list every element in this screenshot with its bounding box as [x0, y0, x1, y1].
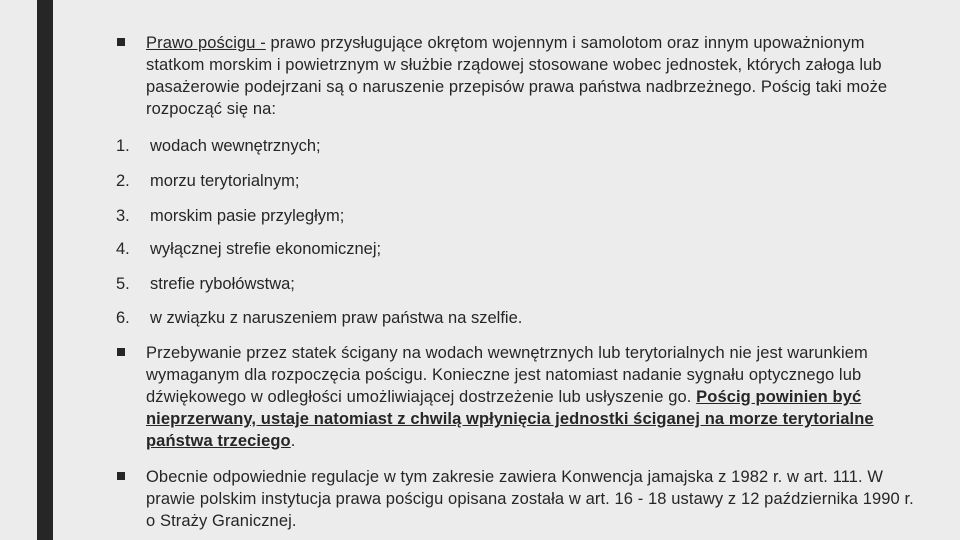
conditions-text: Przebywanie przez statek ścigany na wodach wewnętrznych lub terytorialnych nie jest warunkiem wymaganym dla rozpoczęcia pościgu. Konieczne jest natomiast nadanie sygnału optycznego lub dźwiękowego w odległości umożliwiającej dostrzeżenie lub usłyszenie go.	[146, 344, 868, 406]
list-text: morzu terytorialnym;	[150, 172, 300, 190]
list-number: 1.	[116, 137, 130, 155]
conditions-emphasis: Pościg powinien być nieprzerwany, ustaje natomiast z chwilą wpłynięcia jednostki ściganej na morze terytorialne państwa trzeciego	[146, 388, 874, 450]
list-item	[116, 238, 381, 260]
list-item	[116, 135, 321, 157]
conditions-paragraph	[146, 342, 927, 452]
list-number: 3.	[116, 207, 130, 225]
bullet-definition	[117, 32, 927, 120]
regulations-paragraph: Obecnie odpowiednie regulacje w tym zakresie zawiera Konwencja jamajska z 1982 r. w art. 111. W prawie polskim instytucja prawa pościgu opisana została w art. 16 - 18 ustawy z 12 października 1990 r. o Straży Granicznej.	[146, 468, 914, 530]
list-number: 2.	[116, 172, 130, 190]
list-item	[116, 307, 522, 329]
definition-text: prawo przysługujące okrętom wojennym i samolotom oraz innym upoważnionym statkom morskim i powietrznym w służbie rządowej stosowane wobec jednostek, których załoga lub pasażerowie podejrzani są o naruszenie przepisów prawa państwa nadbrzeżnego. Pościg taki może rozpocząć się na:	[146, 34, 888, 118]
conditions-tail: .	[290, 432, 296, 450]
list-number: 6.	[116, 309, 130, 327]
list-text: strefie rybołówstwa;	[150, 275, 295, 293]
list-text: wyłącznej strefie ekonomicznej;	[150, 240, 382, 258]
bullet-regulations	[117, 466, 927, 532]
list-number: 5.	[116, 275, 130, 293]
definition-paragraph	[146, 32, 927, 120]
definition-term: Prawo pościgu -	[146, 34, 266, 52]
list-text: w związku z naruszeniem praw państwa na szelfie.	[150, 309, 523, 327]
list-item	[116, 170, 299, 192]
list-item	[116, 273, 295, 295]
square-bullet-icon	[117, 472, 125, 480]
bullet-pursuit-conditions	[117, 342, 927, 452]
list-number: 4.	[116, 240, 130, 258]
list-text: wodach wewnętrznych;	[150, 137, 321, 155]
list-text: morskim pasie przyległym;	[150, 207, 345, 225]
square-bullet-icon	[117, 38, 125, 46]
square-bullet-icon	[117, 348, 125, 356]
list-item	[116, 205, 344, 227]
